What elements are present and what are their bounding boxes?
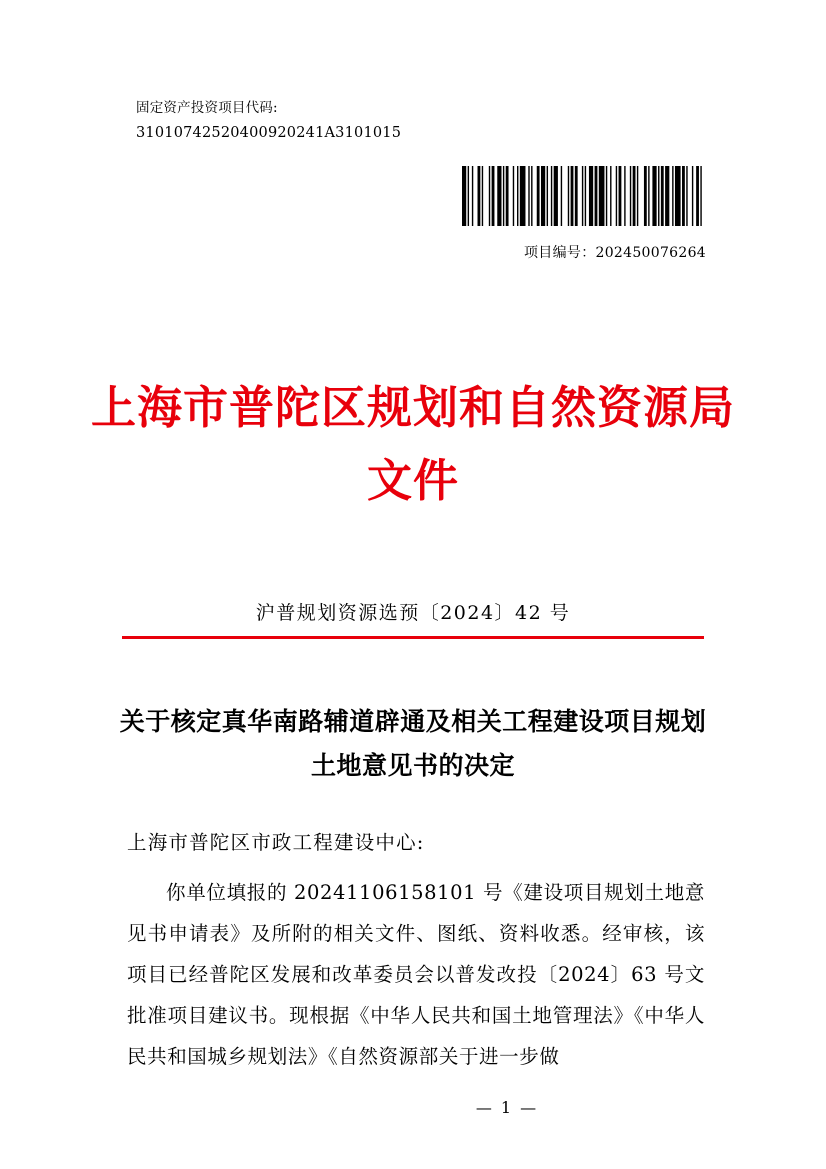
barcode-image — [462, 166, 706, 226]
project-code-value: 31010742520400920241A3101015 — [136, 125, 402, 141]
document-title: 关于核定真华南路辅道辟通及相关工程建设项目规划土地意见书的决定 — [119, 707, 707, 780]
body-text — [127, 872, 705, 1077]
document-number: 沪普规划资源选预〔2024〕42 号 — [255, 602, 571, 624]
page-number-label: — 1 — — [475, 1098, 539, 1117]
project-number-label: 项目编号：202450076264 — [524, 245, 706, 261]
masthead-line-2: 文件 — [366, 454, 459, 507]
body-paragraph-1: 你单位填报的 20241106158101 号《建设项目规划土地意见书申请表》及所附的相关文件、图纸、资料收悉。经审核，该项目已经普陀区发展和改革委员会以普发改投〔2024〕63 号文批准项目建议书。现根据《中华人民共和国土地管理法》《中华人民共和国城乡规划法》《自然资源部关于进一步做 — [127, 881, 705, 1068]
red-divider-rule — [122, 636, 704, 639]
masthead — [0, 378, 826, 512]
masthead-line-1: 上海市普陀区规划和自然资源局 — [90, 381, 735, 434]
project-code-block — [136, 96, 401, 146]
page-footer — [0, 1098, 826, 1117]
project-code-label: 固定资产投资项目代码: — [136, 100, 278, 116]
addressee-line: 上海市普陀区市政工程建设中心: — [127, 831, 425, 854]
barcode-area — [462, 166, 706, 262]
